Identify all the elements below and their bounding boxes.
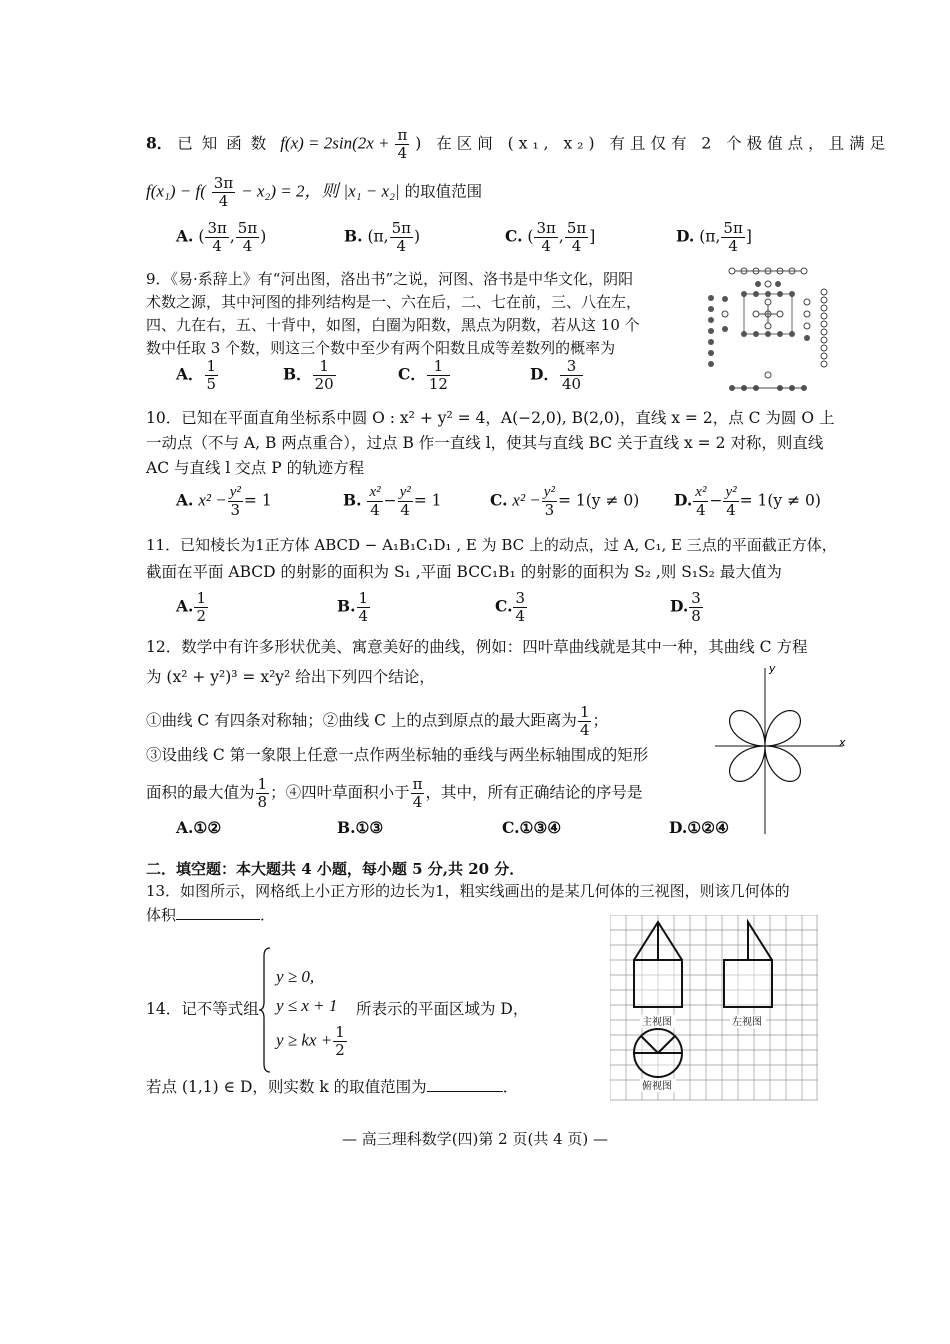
q10-option-a[interactable]: A. x² − $\frac{\text{y²}}{3}$ = 1 — [176, 484, 272, 519]
q14-tail: 所表示的平面区域为 D， — [356, 1000, 529, 1018]
q8-option-d[interactable]: D. (π, $\frac{5\pi}{4}$ ] — [676, 219, 752, 255]
q13-answer-blank[interactable] — [176, 905, 260, 920]
axis-x-label: x — [839, 736, 846, 749]
section2-title: 二．填空题：本大题共 4 小题，每小题 5 分,共 20 分． — [146, 860, 525, 878]
q10-option-b[interactable]: B. $\frac{\text{x²}}{4}$ − $\frac{\text{y²}}{4}$ = 1 — [343, 484, 442, 519]
q9-line4: 数中任取 3 个数，则这三个数中至少有两个阳数且成等差数列的概率为 — [146, 339, 616, 357]
q11-option-c[interactable]: C. $\frac{3}{4}$ — [495, 589, 526, 625]
q13-line2: 体积 ． — [146, 906, 276, 924]
q9-option-b[interactable]: B． $\frac{1}{20}$ — [283, 357, 334, 393]
q8-option-a[interactable]: A. ( $\frac{3\pi}{4}$ , $\frac{5\pi}{4}$ ) — [176, 219, 267, 255]
q10-option-c[interactable]: C. x² − $\frac{\text{y²}}{3}$ = 1(y ≠ 0) — [490, 484, 640, 519]
q12-option-b[interactable]: B.①③ — [337, 818, 384, 837]
axis-y-label: y — [769, 662, 776, 675]
page-footer: — 高三理科数学(四)第 2 页(共 4 页) — — [341, 1130, 609, 1148]
q13-line1: 13．如图所示，网格纸上小正方形的边长为1，粗实线画出的是某几何体的三视图，则该几何体的 — [146, 882, 790, 900]
q12-line1: 12．数学中有许多形状优美、寓意美好的曲线，例如：四叶草曲线就是其中一种，其曲线 C 方程 — [146, 638, 808, 656]
q8-3pi-over-4: $\frac{3\pi}{4}$ — [213, 174, 234, 210]
q14-condition-2: y ≤ x + 1 — [276, 996, 338, 1015]
q10-line3: AC 与直线 l 交点 P 的轨迹方程 — [146, 459, 365, 477]
q11-option-a[interactable]: A. $\frac{1}{2}$ — [176, 589, 206, 625]
q12-line3: ①曲线 C 有四条对称轴；②曲线 C 上的点到原点的最大距离为 $\frac{1}{4}$ ； — [146, 703, 608, 739]
q11-line1: 11．已知棱长为1正方体 ABCD − A₁B₁C₁D₁ , E 为 BC 上的动点，过 A, C₁, E 三点的平面截正方体， — [146, 536, 837, 554]
q8-number: 8． — [146, 133, 173, 153]
q8-option-c[interactable]: C. ( $\frac{3\pi}{4}$ , $\frac{5\pi}{4}$ ] — [505, 219, 596, 255]
q9-option-a[interactable]: A． $\frac{1}{5}$ — [176, 357, 217, 393]
side-view-square — [724, 960, 772, 1007]
side-view-triangle — [748, 922, 772, 960]
q9-option-d[interactable]: D． $\frac{3}{40}$ — [530, 357, 582, 393]
q12-option-c[interactable]: C.①③④ — [502, 818, 562, 837]
three-view-diagram — [610, 915, 818, 1101]
q12-line5: 面积的最大值为 $\frac{1}{8}$ ；④四叶草面积小于 $\frac{\pi}{4}$ ，其中，所有正确结论的序号是 — [146, 775, 643, 811]
q8-option-b[interactable]: B. (π, $\frac{5\pi}{4}$ ) — [344, 219, 421, 255]
q12-line4: ③设曲线 C 第一象限上任意一点作两坐标轴的垂线与两坐标轴围成的矩形 — [146, 746, 649, 764]
q11-option-d[interactable]: D. $\frac{3}{8}$ — [670, 589, 701, 625]
q8-line2-a: f(x₁) − f( — [146, 181, 206, 201]
q8-func: f(x) = 2sin(2x + — [280, 133, 390, 153]
q14-line2: 若点 (1,1) ∈ D，则实数 k 的取值范围为 ． — [146, 1078, 519, 1096]
q14-answer-blank[interactable] — [427, 1077, 503, 1092]
q8-line2-b: − x₂) = 2，则 — [241, 181, 339, 201]
q10-option-d[interactable]: D. $\frac{\text{x²}}{4}$ − $\frac{\text{y²}}{4}$ = 1(y ≠ 0) — [674, 484, 821, 519]
q11-option-b[interactable]: B. $\frac{1}{4}$ — [337, 589, 369, 625]
q9-line1: 9．《易·系辞上》有“河出图，洛出书”之说，河图、洛书是中华文化，阴阳 — [146, 270, 634, 288]
q9-line3: 四、九在右，五、十背中，如图，白圈为阳数，黑点为阴数，若从这 10 个 — [146, 316, 640, 334]
q9-option-c[interactable]: C． $\frac{1}{12}$ — [398, 357, 448, 393]
q12-line2: 为 (x² + y²)³ = x²y² 给出下列四个结论， — [146, 668, 435, 686]
q8-line1 — [146, 127, 890, 162]
q10-line1: 10．已知在平面直角坐标系中圆 O : x² + y² = 4，A(−2,0), B(2,0)，直线 x = 2，点 C 为圆 O 上 — [146, 409, 835, 427]
front-view-label: 主视图 — [642, 1017, 672, 1028]
q14-lead: 14．记不等式组 — [146, 1000, 259, 1018]
q9-line2: 术数之源，其中河图的排列结构是一、六在后，二、七在前，三、八在左， — [146, 293, 642, 311]
q14-condition-1: y ≥ 0, — [276, 967, 315, 986]
q14-condition-3: y ≥ kx + $\frac{1}{2}$ — [276, 1023, 345, 1059]
q8-line2-c: |x₁ − x₂| — [343, 181, 400, 201]
clover-curve-graph — [715, 660, 850, 835]
q14-brace — [258, 946, 272, 1074]
q8-stem-b: ) 在区间 (x₁, x₂) 有且仅有 2 个极值点，且满足 — [415, 134, 891, 153]
front-view-square — [634, 960, 682, 1007]
q8-line2 — [146, 175, 482, 210]
q8-pi-over-4: $\frac{\pi}{4}$ — [397, 126, 408, 162]
q8-line2-d: 的取值范围 — [404, 182, 483, 201]
q11-line2: 截面在平面 ABCD 的射影的面积为 S₁ ,平面 BCC₁B₁ 的射影的面积为 S₂ ,则 S₁S₂ 最大值为 — [146, 563, 782, 581]
q12-option-d[interactable]: D.①②④ — [669, 818, 729, 837]
side-view-label: 左视图 — [732, 1017, 762, 1028]
q10-line2: 一动点（不与 A, B 两点重合），过点 B 作一直线 l，使其与直线 BC 关于直线 x = 2 对称，则直线 — [146, 434, 824, 452]
hetu-diagram — [700, 264, 840, 399]
q8-stem-a: 已知函数 — [177, 134, 276, 153]
top-view-label: 俯视图 — [642, 1081, 672, 1092]
q12-option-a[interactable]: A.①② — [176, 818, 222, 837]
